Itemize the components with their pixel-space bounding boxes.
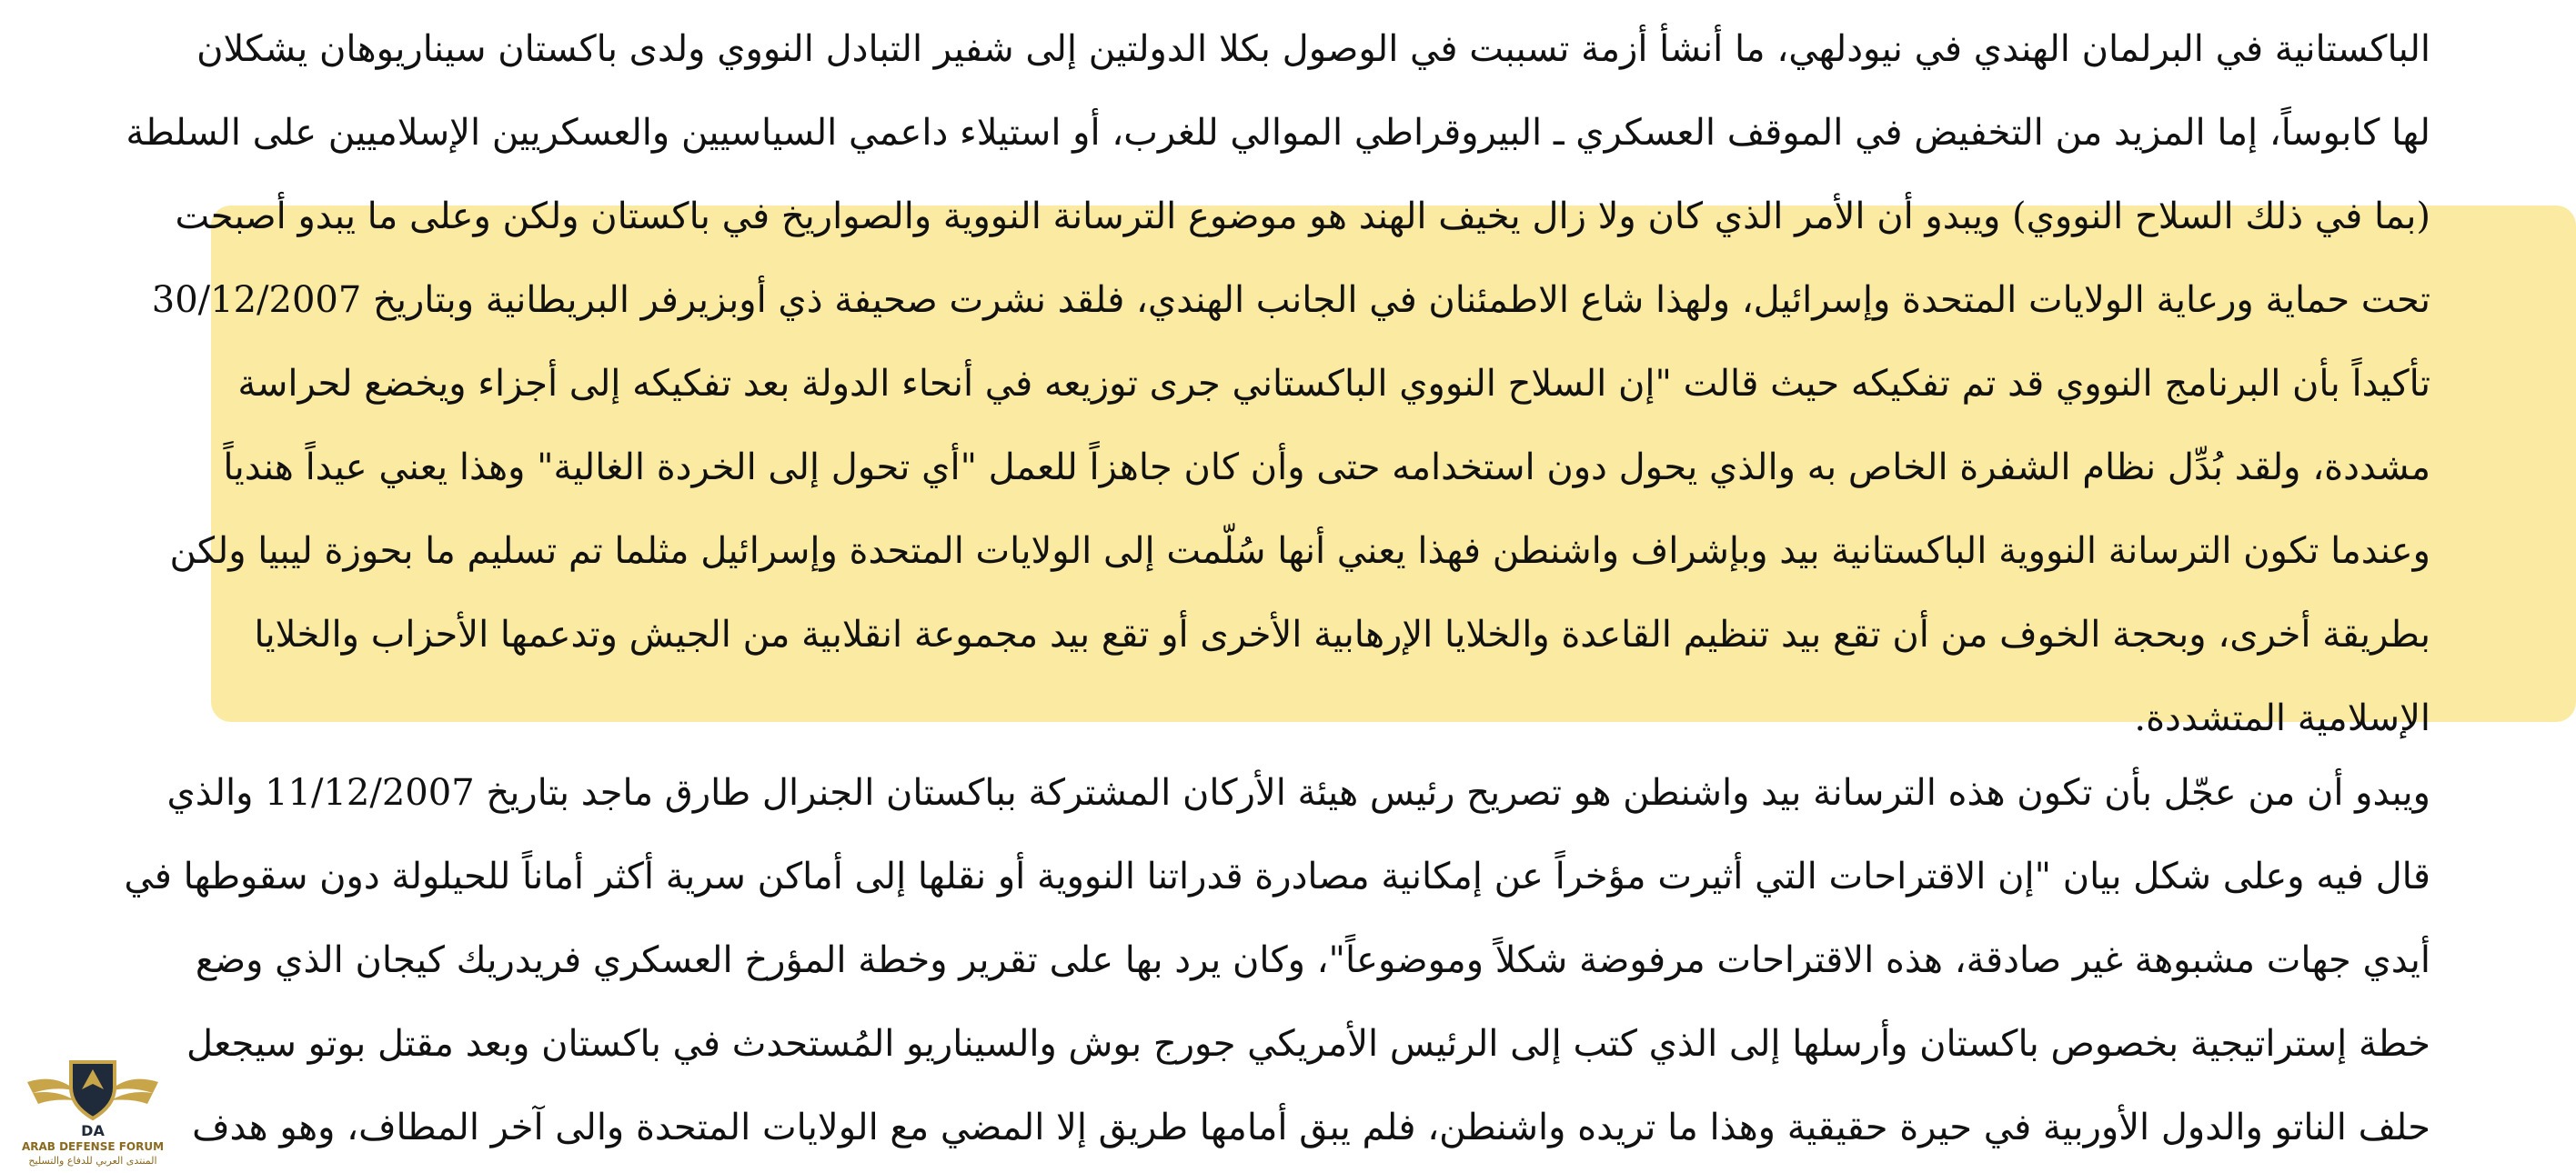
paragraph-block-2 — [124, 751, 2430, 1169]
shield-wings-icon — [20, 1055, 166, 1128]
text-line: أيدي جهات مشبوهة غير صادقة، هذه الاقتراحات مرفوضة شكلاً وموضوعاً"، وكان يرد بها على تقرير وخطة المؤرخ العسكري فريدريك كيجان الذي وضع — [195, 939, 2430, 981]
text-line: قال فيه وعلى شكل بيان "إن الاقتراحات التي أثيرت مؤخراً عن إمكانية مصادرة قدراتنا النووية أو نقلها إلى أماكن سرية أكثر أماناً للحيلولة دون سقوطها في — [124, 856, 2430, 897]
text-line: حلف الناتو والدول الأوربية في حيرة حقيقية وهذا ما تريده واشنطن، فلم يبق أمامها طريق إلا المضي مع الولايات المتحدة والى آخر المطاف، وهو هدف — [192, 1107, 2430, 1148]
logo-name-ar: المنتدى العربي للدفاع والتسليح — [28, 1155, 157, 1167]
text-line: الإسلامية المتشددة. — [2134, 697, 2430, 739]
paragraph-block-1 — [126, 7, 2430, 760]
text-line: ويبدو أن من عجّل بأن تكون هذه الترسانة بيد واشنطن هو تصريح رئيس هيئة الأركان المشتركة بباكستان الجنرال طارق ماجد بتاريخ 11/12/2007 والذي — [166, 772, 2430, 814]
text-line: تأكيداً بأن البرنامج النووي قد تم تفكيكه حيث قالت "إن السلاح النووي الباكستاني جرى توزيعه في أنحاء الدولة بعد تفكيكه إلى أجزاء ويخضع لحراسة — [237, 363, 2430, 405]
text-line: خطة إستراتيجية بخصوص باكستان وأرسلها إلى الذي كتب إلى الرئيس الأمريكي جورج بوش والسيناريو المُستحدث في باكستان وبعد مقتل بوتو سيجعل — [186, 1023, 2430, 1065]
text-line: وعندما تكون الترسانة النووية الباكستانية بيد وبإشراف واشنطن فهذا يعني أنها سُلّمت إلى الولايات المتحدة وإسرائيل مثلما تم تسليم ما بحوزة ليبيا ولكن — [169, 530, 2430, 572]
text-line: بطريقة أخرى، وبحجة الخوف من أن تقع بيد تنظيم القاعدة والخلايا الإرهابية الأخرى أو تقع بيد مجموعة انقلابية من الجيش وتدعمها الأحزاب والخلايا — [254, 614, 2430, 656]
text-line: لها كابوساً، إما المزيد من التخفيض في الموقف العسكري ـ البيروقراطي الموالي للغرب، أو استيلاء داعمي السياسيين والعسكريين الإسلاميين على السلطة — [126, 112, 2430, 154]
forum-logo — [20, 1055, 166, 1171]
text-line: تحت حماية ورعاية الولايات المتحدة وإسرائيل، ولهذا شاع الاطمئنان في الجانب الهندي، فلقد نشرت صحيفة ذي أوبزيرفر البريطانية وبتاريخ 30/12/2007 — [151, 279, 2430, 321]
text-line: مشددة، ولقد بُدِّل نظام الشفرة الخاص به والذي يحول دون استخدامه حتى وأن كان جاهزاً للعمل "أي تحول إلى الخردة الغالية" وهذا يعني عيداً هندياً — [223, 446, 2430, 488]
text-line: (بما في ذلك السلاح النووي) ويبدو أن الأمر الذي كان ولا زال يخيف الهند هو موضوع الترسانة النووية والصواريخ في باكستان ولكن وعلى ما يبدو أصبحت — [175, 196, 2430, 237]
logo-name-en: ARAB DEFENSE FORUM — [21, 1140, 165, 1153]
logo-abbr: DA — [81, 1122, 105, 1139]
text-line: الباكستانية في البرلمان الهندي في نيودلهي، ما أنشأ أزمة تسببت في الوصول بكلا الدولتين إلى شفير التبادل النووي ولدى باكستان سيناريوهان يشكلان — [196, 28, 2430, 70]
